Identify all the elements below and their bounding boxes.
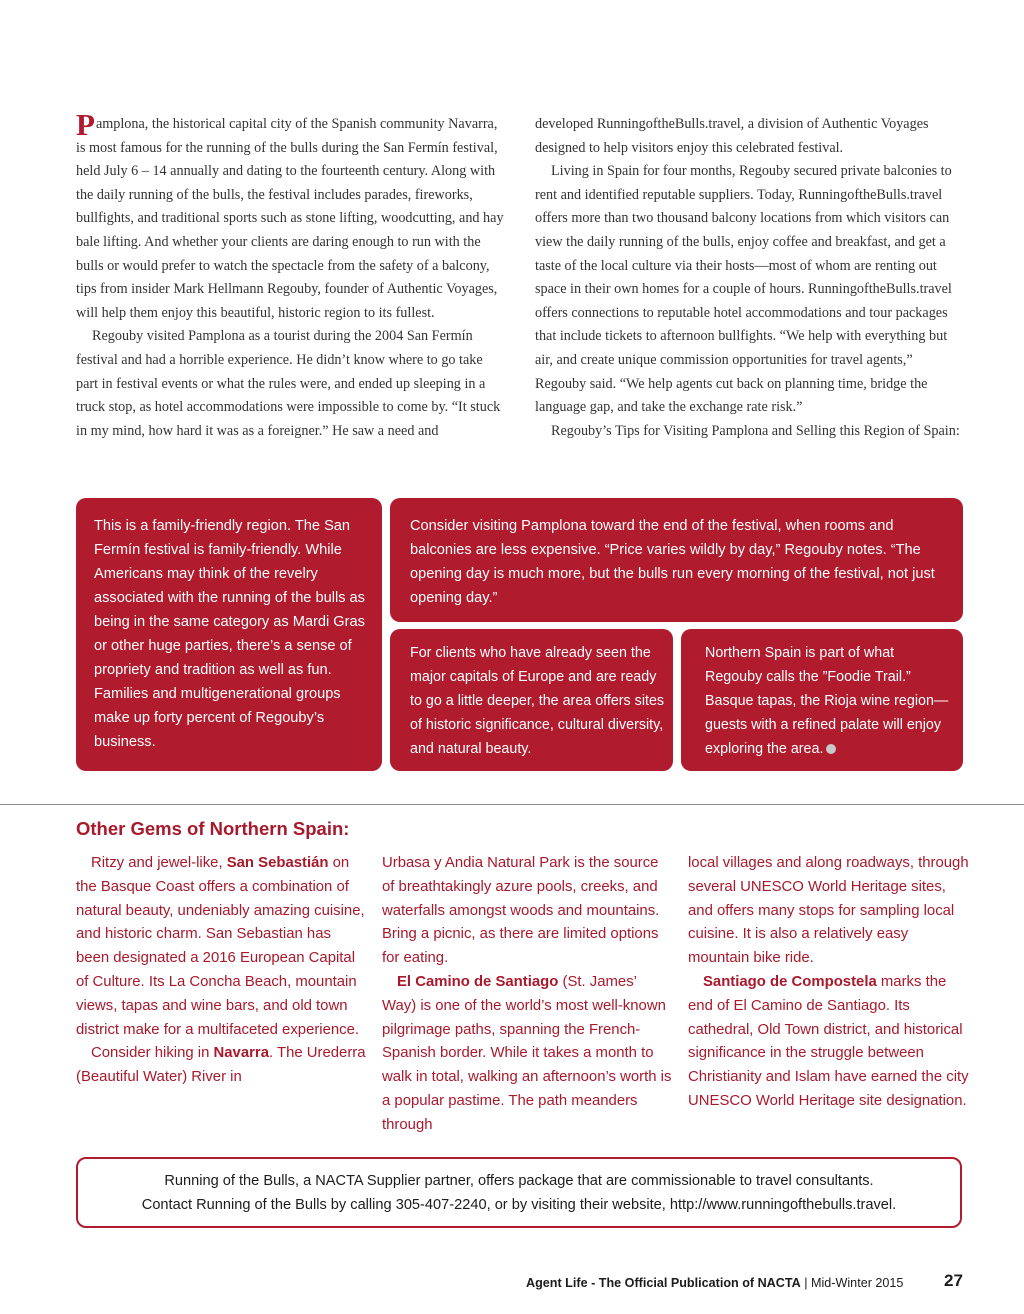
drop-cap: P: [76, 107, 95, 142]
gem-paragraph: Santiago de Compostela marks the end of El Camino de Santiago. Its cathedral, Old Town district, and historical significance in the struggle between Christianity and Islam have earned the city UNESCO World Heritage site designation.: [688, 973, 969, 1109]
gems-column-2: [382, 852, 672, 1138]
tip-box-family: [76, 498, 382, 771]
article-intro-paragraph: Pamplona, the historical capital city of the Spanish community Navarra, is most famous for the running of the bulls during the San Fermín festival, held July 6 – 14 annually and dating to the fourteenth century. Along with the daily running of the bulls, the festival includes parades, fireworks, bullfights, and traditional sports such as stone lifting, woodcutting, and hay bale lifting. And whether your clients are daring enough to run with the bulls or would prefer to watch the spectacle from the safety of a balcony, tips from insider Mark Hellmann Regouby, founder of Authentic Voyages, will help them enjoy this beautiful, historic region to its fullest.: [76, 107, 504, 321]
callout-line: Contact Running of the Bulls by calling 305-407-2240, or by visiting their website, http://www.runningofthebulls.travel.: [141, 1197, 897, 1213]
gem-paragraph: Urbasa y Andia Natural Park is the source of breathtakingly azure pools, creeks, and waterfalls amongst woods and mountains. Bring a picnic, as there are limited options for eating.: [382, 855, 660, 967]
supplier-callout: [76, 1157, 962, 1228]
tip-text: Northern Spain is part of what Regouby calls the ”Foodie Trail.” Basque tapas, the Rioja wine region—guests with a refined palate will enjoy exploring the area.: [705, 645, 949, 757]
article-paragraph: developed RunningoftheBulls.travel, a division of Authentic Voyages designed to help visitors enjoy this celebrated festival.: [535, 116, 929, 156]
callout-line: Running of the Bulls, a NACTA Supplier partner, offers package that are commissionable to travel consultants.: [164, 1173, 874, 1189]
tip-box-timing: [390, 498, 963, 622]
gem-paragraph: El Camino de Santiago (St. James’ Way) is one of the world’s most well-known pilgrimage paths, spanning the French-Spanish border. While it takes a month to walk in total, walking an afternoon’s worth is a popular pastime. The path meanders through: [382, 973, 672, 1133]
tip-box-foodie: [681, 629, 963, 771]
gem-paragraph: Ritzy and jewel-like, San Sebastián on the Basque Coast offers a combination of natural beauty, undeniably amazing cuisine, and historic charm. San Sebastian has been designated a 2016 European Capital of Culture. Its La Concha Beach, mountain views, tapas and wine bars, and old town district make for a multifaceted experience.: [76, 855, 365, 1038]
tip-text: For clients who have already seen the major capitals of Europe and are ready to go a little deeper, the area offers sites of historic significance, cultural diversity, and natural beauty.: [410, 645, 665, 757]
gem-paragraph: local villages and along roadways, through several UNESCO World Heritage sites, and offers many stops for sampling local cuisine. It is also a relatively easy mountain bike ride.: [688, 855, 969, 967]
issue-label: Mid-Winter 2015: [811, 1276, 904, 1290]
article-paragraph: Regouby visited Pamplona as a tourist during the 2004 San Fermín festival and had a horrible experience. He didn’t know where to go take part in festival events or what the rules were, and ended up sleeping in a truck stop, as hotel accommodations were impossible to come by. “It stuck in my mind, how hard it was as a foreigner.” He saw a need and: [76, 328, 501, 439]
page-number: 27: [944, 1271, 963, 1290]
page-footer: Agent Life - The Official Publication of NACTA | Mid-Winter 2015: [526, 1276, 904, 1290]
gems-title: Other Gems of Northern Spain:: [76, 818, 350, 839]
publication-name: Agent Life - The Official Publication of NACTA: [526, 1276, 801, 1290]
article-left-column: [76, 107, 506, 443]
article-paragraph: Living in Spain for four months, Regouby secured private balconies to rent and identified reputable suppliers. Today, RunningoftheBulls.travel offers more than two thousand balcony locations from which visitors can view the daily running of the bulls, enjoy coffee and breakfast, and get a taste of the local culture via their hosts—most of whom are renting out space in their own homes for a couple of hours. RunningoftheBulls.travel offers connections to reputable hotel accommodations and tour packages that include tickets to afternoon bullfights. “We help with everything but air, and create unique commission opportunities for travel agents,” Regouby said. “We help agents cut back on planning time, bridge the language gap, and take the exchange rate risk.”: [535, 163, 952, 416]
tips-heading: Regouby’s Tips for Visiting Pamplona and Selling this Region of Spain:: [551, 422, 960, 439]
tip-box-deeper: [390, 629, 673, 771]
gems-column-3: [688, 852, 973, 1114]
gem-paragraph: Consider hiking in Navarra. The Urederra (Beautiful Water) River in: [76, 1045, 366, 1086]
tip-text: Consider visiting Pamplona toward the end of the festival, when rooms and balconies are less expensive. “Price varies wildly by day,” Regouby notes. “The opening day is much more, but the bulls run every morning of the festival, not just opening day.”: [410, 518, 935, 606]
gems-column-1: [76, 852, 366, 1090]
article-right-column: [535, 113, 963, 443]
article-end-icon: [826, 744, 836, 754]
section-divider: [0, 804, 1024, 805]
tip-text: This is a family-friendly region. The San Fermín festival is family-friendly. While Americans may think of the revelry associated with the running of the bulls as being in the same category as Mardi Gras or other huge parties, there’s a sense of propriety and tradition as well as fun. Families and multigenerational groups make up forty percent of Regouby’s business.: [94, 518, 365, 750]
